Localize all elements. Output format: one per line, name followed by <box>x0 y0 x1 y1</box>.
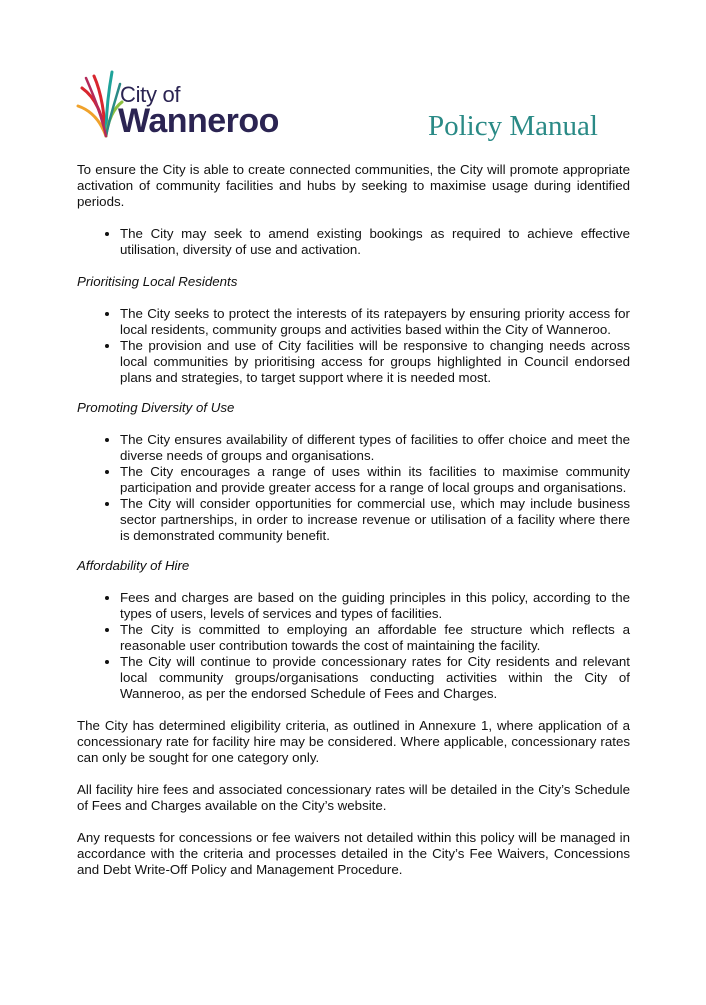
list-item: • The City is committed to employing an affordable fee structure which reflects a reasonable user contribution towards the cost of maintaining the facility. <box>120 622 630 654</box>
bullet-list-diversity <box>77 432 630 544</box>
intro-paragraph: To ensure the City is able to create connected communities, the City will promote appropriate activation of community facilities and hubs by seeking to maximise usage during identified periods. <box>77 162 630 209</box>
list-item: • The City may seek to amend existing bookings as required to achieve effective utilisation, diversity of use and activation. <box>120 226 630 258</box>
fees-schedule-paragraph: All facility hire fees and associated concessionary rates will be detailed in the City’s Schedule of Fees and Charges available on the City’s website. <box>77 782 630 813</box>
bullet-list-prioritising <box>77 306 630 386</box>
city-of-wanneroo-logo <box>76 64 286 140</box>
list-item: • The City will consider opportunities for commercial use, which may include business sector partnerships, in order to increase revenue or utilisation of a facility where there is demonstrated community benefit. <box>120 496 630 544</box>
list-item: • The City encourages a range of uses within its facilities to maximise community participation and provide greater access for a range of local groups and organisations. <box>120 464 630 496</box>
section-heading-promoting-diversity: Promoting Diversity of Use <box>77 400 235 415</box>
policy-manual-title: Policy Manual <box>428 110 598 142</box>
list-item: • Fees and charges are based on the guiding principles in this policy, according to the types of users, levels of services and types of facilities. <box>120 590 630 622</box>
list-item: • The City ensures availability of different types of facilities to offer choice and meet the diverse needs of groups and organisations. <box>120 432 630 464</box>
eligibility-paragraph: The City has determined eligibility criteria, as outlined in Annexure 1, where application of a concessionary rate for facility hire may be considered. Where applicable, concessionary rates can only be sought for one category only. <box>77 718 630 765</box>
list-item: • The provision and use of City facilities will be responsive to changing needs across local communities by prioritising access for groups highlighted in Council endorsed plans and strategies, to target support where it is needed most. <box>120 338 630 386</box>
intro-bullet-list <box>77 226 630 258</box>
list-item: • The City will continue to provide concessionary rates for City residents and relevant local community groups/organisations conducting activities within the City of Wanneroo, as per the endorsed Schedule of Fees and Charges. <box>120 654 630 702</box>
bullet-list-affordability <box>77 590 630 702</box>
plant-emblem-icon <box>76 64 124 140</box>
logo-city-of-text: City of <box>120 82 181 107</box>
list-item: • The City seeks to protect the interests of its ratepayers by ensuring priority access for local residents, community groups and activities based within the City of Wanneroo. <box>120 306 630 338</box>
logo-wanneroo-text: Wanneroo <box>118 102 279 140</box>
document-body <box>77 162 630 878</box>
section-heading-affordability-of-hire: Affordability of Hire <box>77 558 190 573</box>
concessions-requests-paragraph: Any requests for concessions or fee waivers not detailed within this policy will be managed in accordance with the criteria and processes detailed in the City’s Fee Waivers, Concessions and Debt Write-Off Policy and Management Procedure. <box>77 830 630 877</box>
section-heading-prioritising-local-residents: Prioritising Local Residents <box>77 274 238 289</box>
